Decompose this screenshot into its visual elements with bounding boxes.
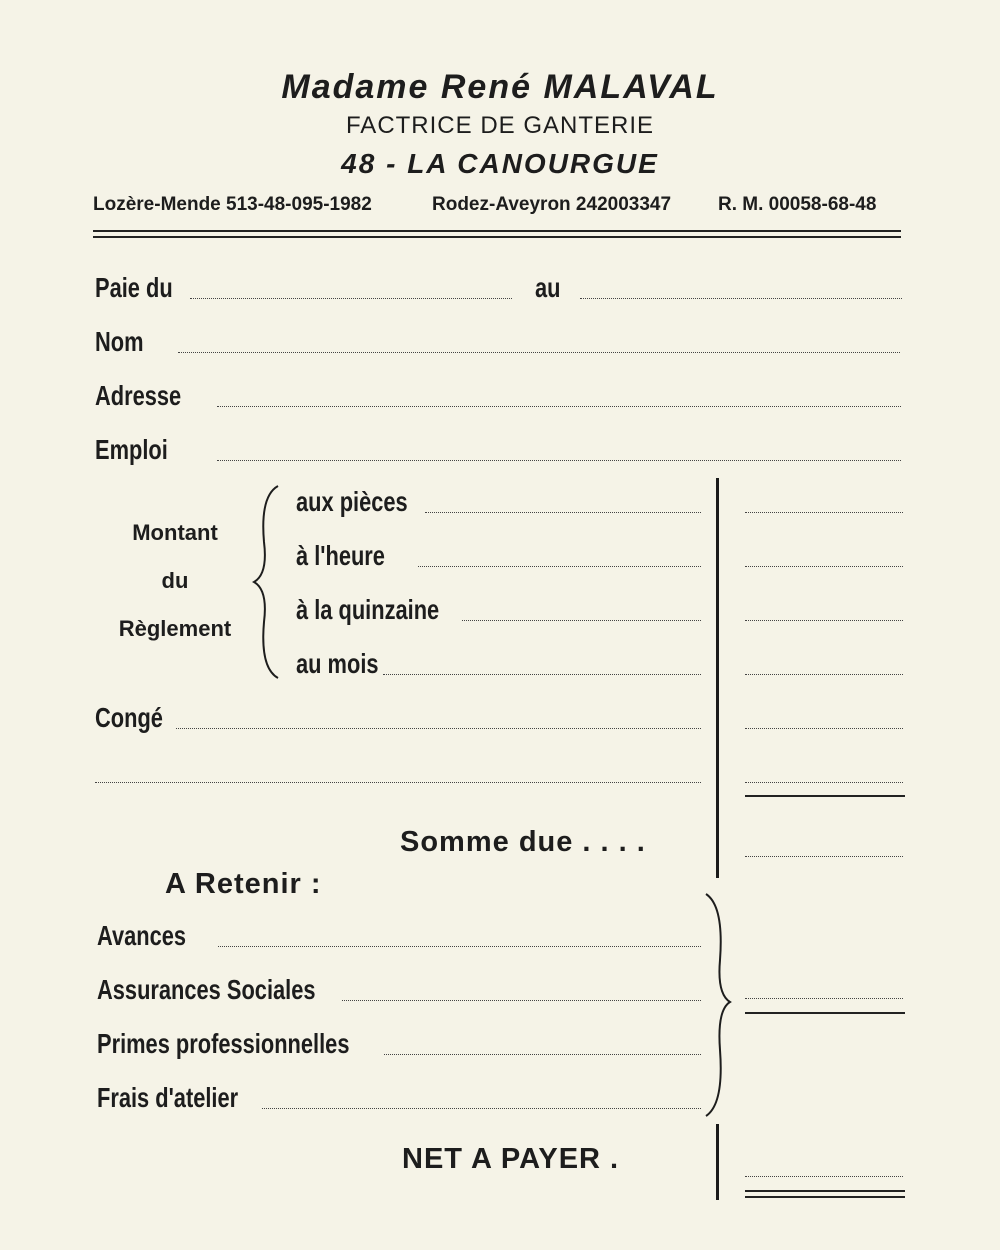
field-emploi[interactable] — [217, 460, 901, 461]
amount-column-divider — [716, 478, 719, 878]
amount-a-la-quinzaine[interactable] — [745, 620, 903, 621]
field-avances[interactable] — [218, 946, 701, 947]
deductions-rule — [745, 1012, 905, 1014]
field-a-la-quinzaine[interactable] — [462, 620, 701, 621]
label-a-l-heure: à l'heure — [296, 540, 385, 571]
field-primes-professionnelles[interactable] — [384, 1054, 701, 1055]
label-somme-due: Somme due . . . . — [400, 826, 646, 858]
net-rule-top — [745, 1190, 905, 1192]
amount-deductions[interactable] — [745, 998, 903, 999]
registration-rm: R. M. 00058-68-48 — [718, 194, 877, 215]
field-assurances-sociales[interactable] — [342, 1000, 701, 1001]
amount-conge[interactable] — [745, 728, 903, 729]
label-primes-professionnelles: Primes professionnelles — [97, 1028, 350, 1059]
net-column-divider — [716, 1124, 719, 1200]
label-frais-atelier: Frais d'atelier — [97, 1082, 239, 1113]
field-aux-pieces[interactable] — [425, 512, 701, 513]
registration-rodez: Rodez-Aveyron 242003347 — [432, 194, 672, 215]
label-a-retenir: A Retenir : — [165, 868, 322, 900]
header-rule-top — [93, 230, 901, 232]
header-rule-bottom — [93, 236, 901, 238]
field-conge[interactable] — [176, 728, 701, 729]
label-nom: Nom — [95, 326, 144, 357]
label-avances: Avances — [97, 920, 187, 951]
field-paie-du[interactable] — [190, 298, 512, 299]
field-adresse[interactable] — [217, 406, 901, 407]
label-aux-pieces: aux pièces — [296, 486, 408, 517]
field-au-mois[interactable] — [383, 674, 701, 675]
amount-au-mois[interactable] — [745, 674, 903, 675]
label-a-la-quinzaine: à la quinzaine — [296, 594, 440, 625]
montant-title-line2: du — [161, 568, 189, 593]
employer-name: Madame René MALAVAL — [281, 68, 719, 106]
amount-somme-due[interactable] — [745, 856, 903, 857]
net-rule-bottom — [745, 1196, 905, 1198]
montant-title-line1: Montant — [132, 520, 218, 545]
reglement-brace — [250, 482, 284, 682]
field-conge-line2[interactable] — [95, 782, 701, 783]
field-frais-atelier[interactable] — [262, 1108, 701, 1109]
montant-title-line3: Règlement — [118, 616, 232, 641]
label-conge: Congé — [95, 702, 163, 733]
subtotal-rule — [745, 795, 905, 797]
amount-net-a-payer[interactable] — [745, 1176, 903, 1177]
employer-profession: FACTRICE DE GANTERIE — [345, 112, 655, 139]
label-net-a-payer: NET A PAYER . — [402, 1143, 620, 1175]
amount-a-l-heure[interactable] — [745, 566, 903, 567]
deductions-brace — [700, 890, 734, 1120]
amount-conge-line2[interactable] — [745, 782, 903, 783]
field-nom[interactable] — [178, 352, 900, 353]
label-emploi: Emploi — [95, 434, 168, 465]
label-adresse: Adresse — [95, 380, 182, 411]
field-au[interactable] — [580, 298, 902, 299]
label-au-mois: au mois — [296, 648, 379, 679]
field-a-l-heure[interactable] — [418, 566, 701, 567]
registration-mende: Lozère-Mende 513-48-095-1982 — [93, 194, 372, 215]
amount-aux-pieces[interactable] — [745, 512, 903, 513]
employer-city: 48 - LA CANOURGUE — [341, 148, 659, 179]
label-paie-du: Paie du — [95, 272, 173, 303]
label-au: au — [535, 272, 561, 303]
label-assurances-sociales: Assurances Sociales — [97, 974, 316, 1005]
